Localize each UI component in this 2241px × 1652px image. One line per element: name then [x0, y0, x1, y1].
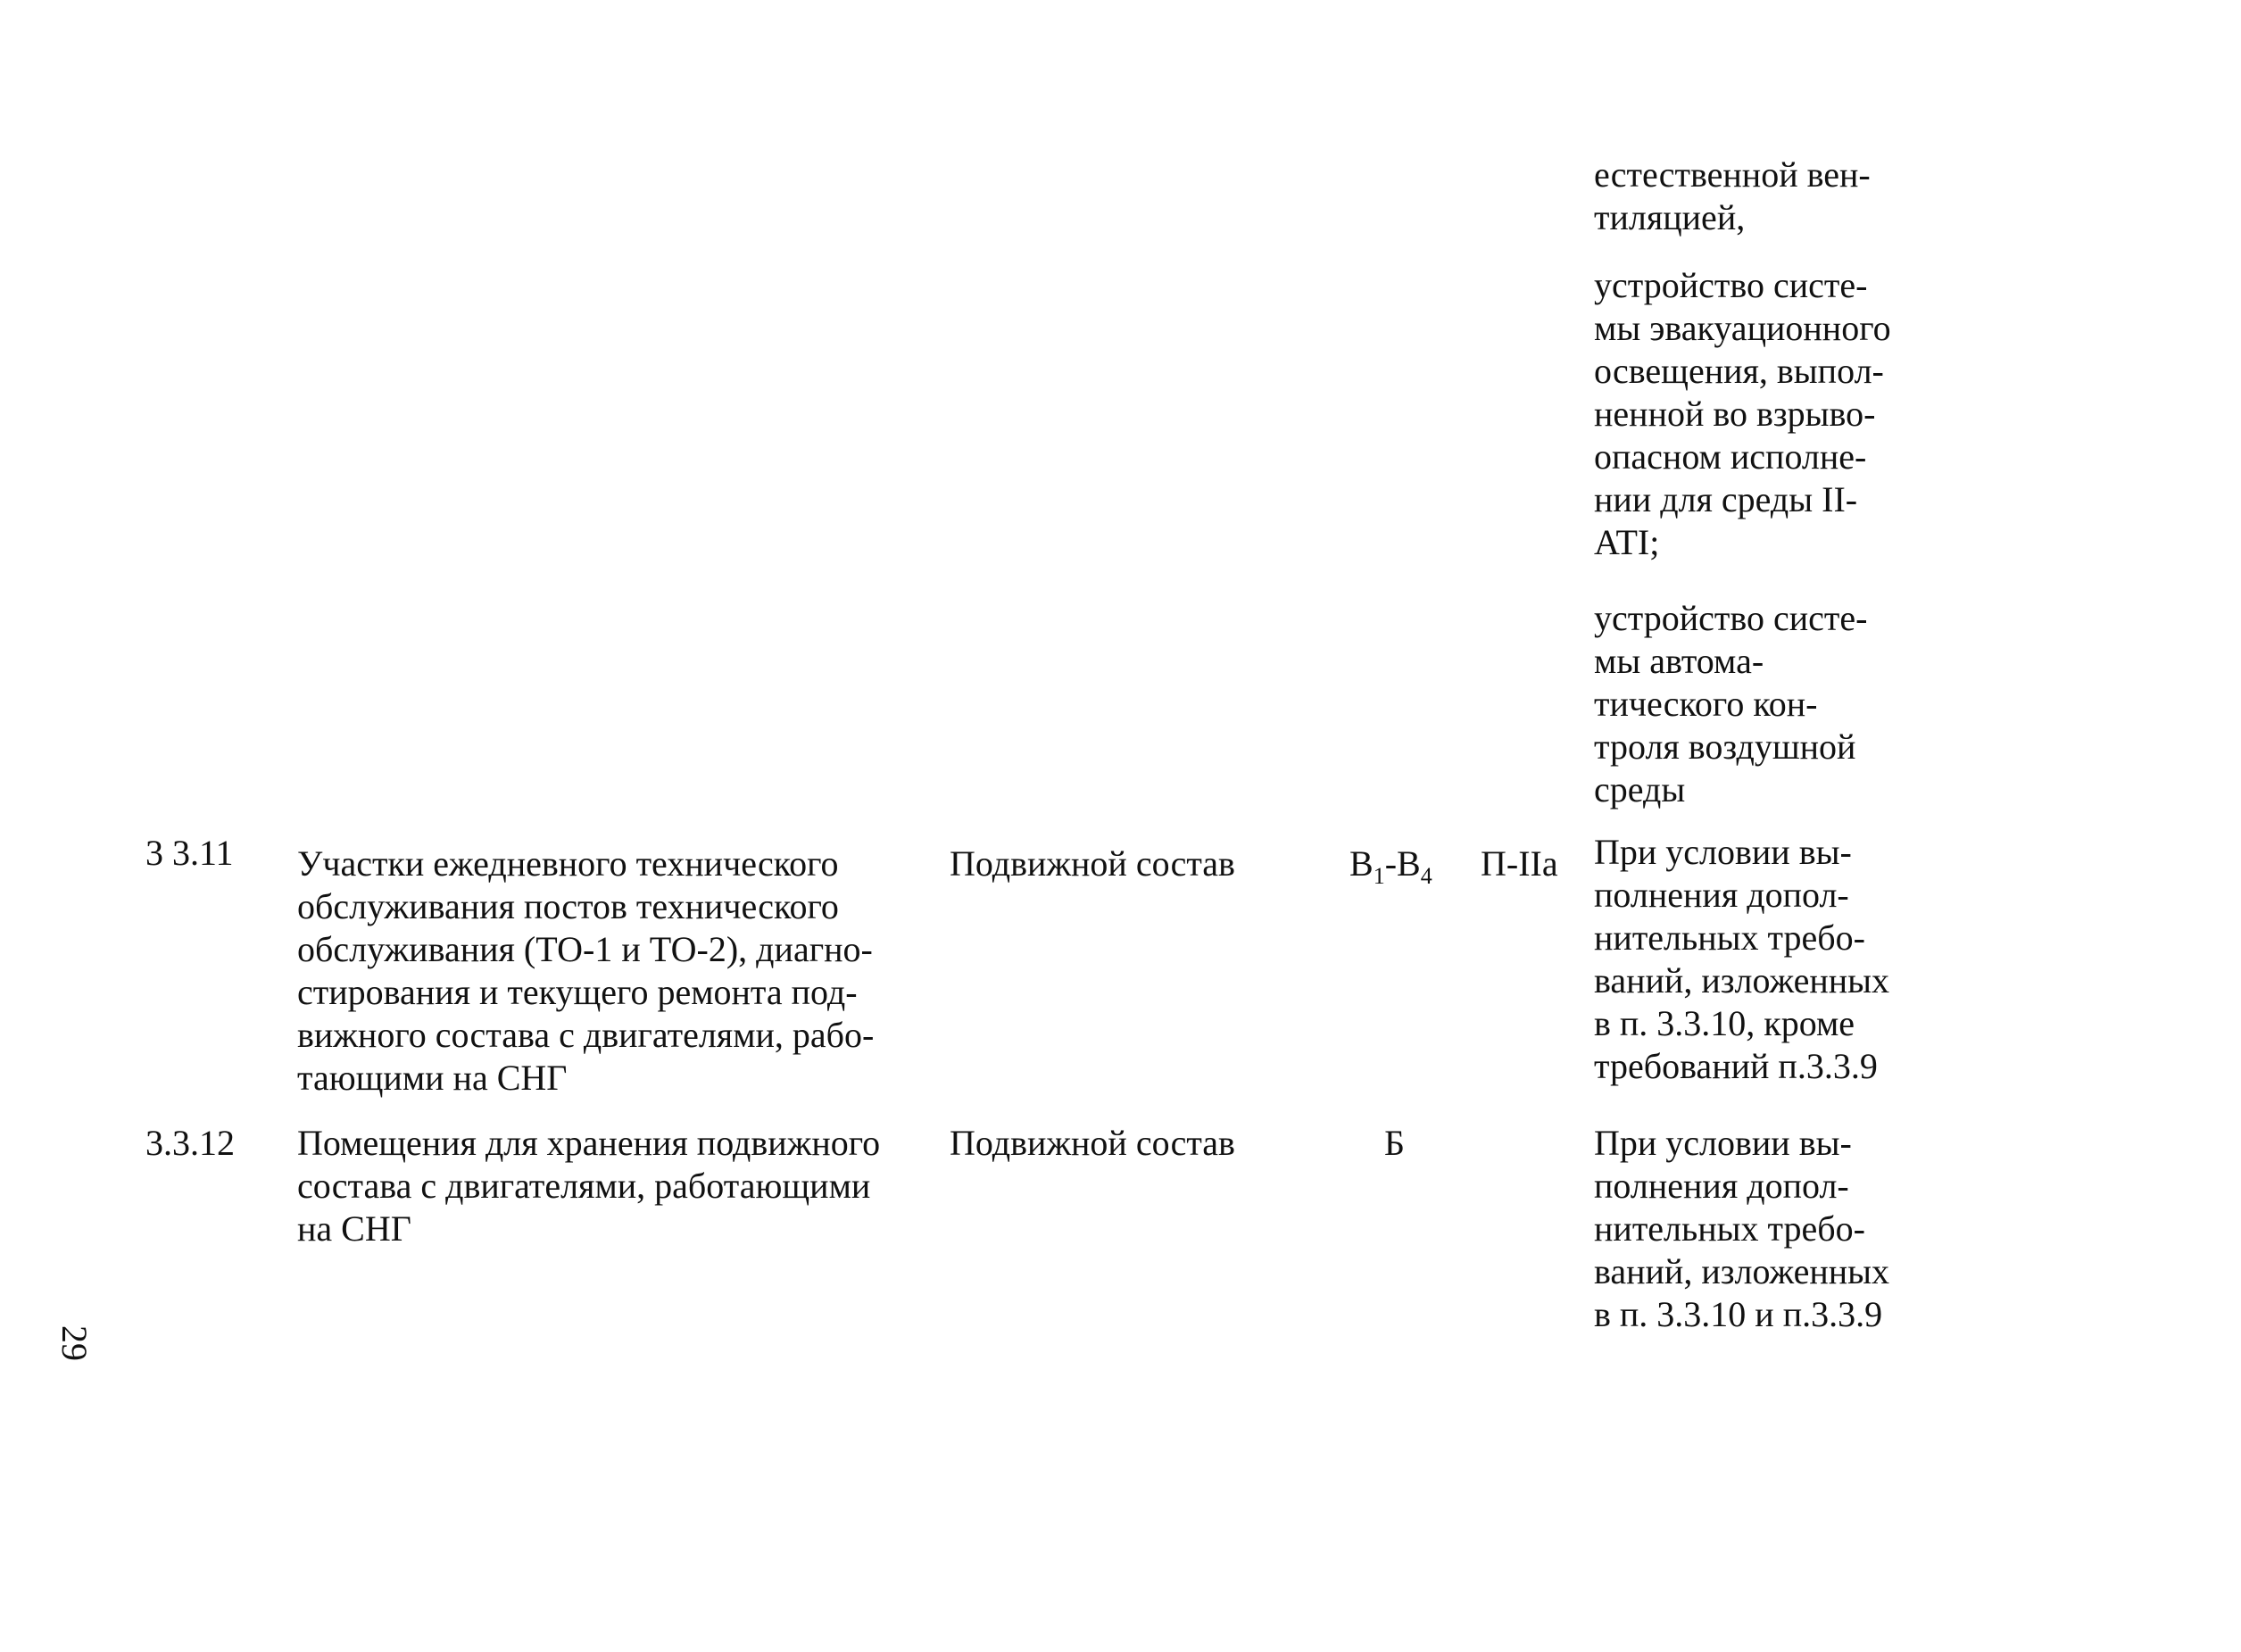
text-line: нии для среды II- [1594, 479, 1858, 519]
text-line: вижного состава с двигателями, рабо- [297, 1015, 875, 1055]
text-line: опасном исполне- [1594, 436, 1867, 477]
page-number: 29 [54, 1325, 95, 1361]
text-line: на СНГ [297, 1208, 411, 1249]
text-line: При условии вы- [1594, 832, 1852, 872]
text-line: естественной вен- [1594, 154, 1871, 195]
continuation-paragraph [1594, 597, 1867, 811]
row-vehicles: Подвижной состав [950, 843, 1235, 884]
category-letter: В [1349, 843, 1374, 884]
category-subscript: 4 [1420, 863, 1432, 889]
text-line: в п. 3.3.10 и п.3.3.9 [1594, 1294, 1883, 1334]
row-zone: П-IIa [1481, 843, 1558, 884]
category-dash: - [1384, 843, 1398, 884]
row-name [297, 1122, 880, 1250]
text-line: тиляцией, [1594, 197, 1746, 237]
text-line: устройство систе- [1594, 598, 1868, 638]
text-line: Помещения для хранения подвижного [297, 1123, 881, 1163]
row-category [1349, 843, 1432, 889]
category-letter: В [1397, 843, 1421, 884]
row-vehicles: Подвижной состав [950, 1123, 1235, 1163]
text-line: полнения допол- [1594, 1166, 1849, 1206]
text-line: троля воздушной [1594, 726, 1856, 767]
text-line: ваний, изложенных [1594, 1251, 1890, 1291]
text-line: обслуживания (ТО-1 и ТО-2), диагно- [297, 929, 873, 969]
text-line: тающими на СНГ [297, 1058, 568, 1098]
text-line: обслуживания постов технического [297, 886, 839, 926]
continuation-paragraph [1594, 154, 1871, 239]
category-subscript: 1 [1373, 863, 1385, 889]
text-line: полнения допол- [1594, 875, 1849, 915]
text-line: стирования и текущего ремонта под- [297, 972, 858, 1012]
text-line: Участки ежедневного технического [297, 843, 839, 884]
text-line: нительных требо- [1594, 917, 1865, 958]
text-line: освещения, выпол- [1594, 351, 1884, 391]
text-line: мы эвакуационного [1594, 308, 1891, 348]
text-line: устройство систе- [1594, 265, 1868, 305]
row-number: 3.3.12 [145, 1123, 235, 1163]
row-number: 3 3.11 [145, 833, 234, 873]
text-line: ваний, изложенных [1594, 960, 1890, 1000]
text-line: ATI; [1594, 522, 1660, 562]
row-category: Б [1384, 1123, 1405, 1163]
text-line: мы автома- [1594, 641, 1764, 681]
text-line: При условии вы- [1594, 1123, 1852, 1163]
text-line: требований п.3.3.9 [1594, 1046, 1878, 1086]
row-note [1594, 1122, 1889, 1336]
text-line: в п. 3.3.10, кроме [1594, 1003, 1855, 1043]
text-line: состава с двигателями, работающими [297, 1166, 871, 1206]
text-line: нительных требо- [1594, 1208, 1865, 1249]
text-line: среды [1594, 769, 1686, 809]
text-line: тического кон- [1594, 684, 1818, 724]
text-line: ненной во взрыво- [1594, 394, 1876, 434]
continuation-paragraph [1594, 264, 1891, 564]
row-note [1594, 831, 1889, 1088]
row-name [297, 843, 874, 1100]
